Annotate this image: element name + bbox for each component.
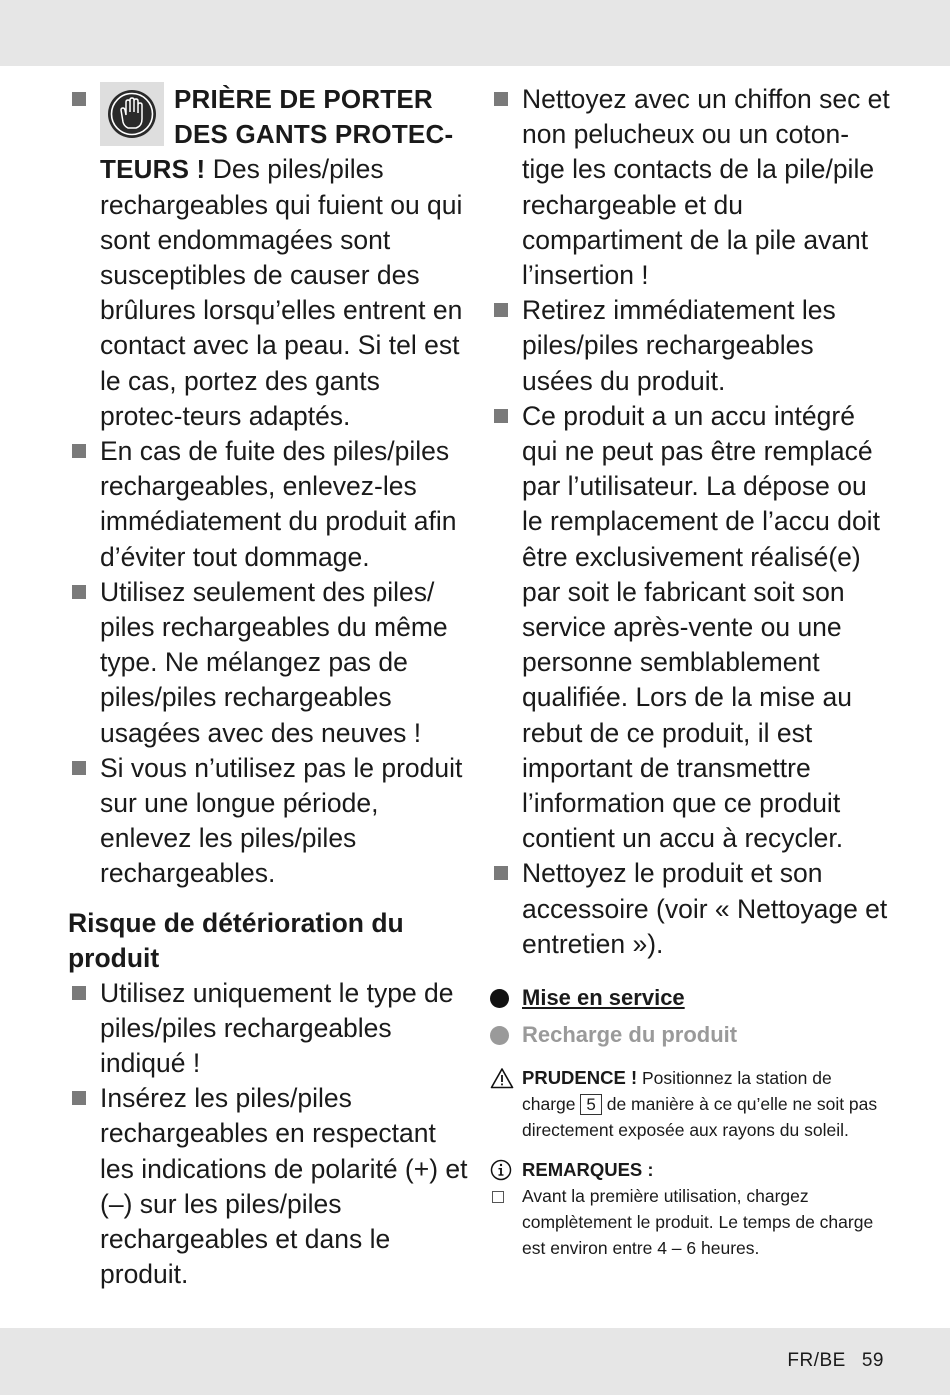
list-item: Si vous n’utilisez pas le produit sur une longue période, enlevez les piles/piles rechargeables. xyxy=(68,751,468,892)
heading-mise-en-service-label: Mise en service xyxy=(522,985,685,1011)
note-item: Avant la première utilisation, chargez complètement le produit. Le temps de charge est environ entre 4 – 6 heures. xyxy=(490,1183,890,1261)
notes-header xyxy=(490,1157,890,1183)
heading-recharge-label: Recharge du produit xyxy=(522,1022,738,1048)
language-code: FR/BE xyxy=(787,1350,846,1371)
list-item: En cas de fuite des piles/piles rechargeables, enlevez-les immédiatement du produit afin d’éviter tout dommage. xyxy=(68,434,468,575)
header-band xyxy=(0,0,950,66)
list-item-gloves xyxy=(68,82,468,434)
gloves-warning-text: Des piles/piles rechargeables qui fuient ou qui sont endommagées sont susceptibles de causer des brûlures lorsqu’elles entrent en contact avec la peau. Si tel est le cas, portez des gants protec-teurs adaptés. xyxy=(100,154,463,431)
caution-label: PRUDENCE ! xyxy=(522,1067,638,1089)
page-number: 59 xyxy=(861,1350,884,1371)
notes-label: REMARQUES : xyxy=(522,1159,654,1181)
heading-mise-en-service xyxy=(490,984,890,1012)
list-item: Ce produit a un accu intégré qui ne peut pas être remplacé par l’utilisateur. La dépose ou le remplacement de l’accu doit être exclusivement réalisé(e) par soit le fabricant soit son service après-vente ou une personne semblablement qualifiée. Lors de la mise au rebut de ce produit, il est important de transmettre l’information que ce produit contient un accu à recycler. xyxy=(490,399,890,857)
reference-number: 5 xyxy=(580,1094,601,1115)
caution-note xyxy=(490,1065,890,1143)
heading-recharge xyxy=(490,1021,890,1049)
page-footer xyxy=(787,1350,884,1372)
caution-text-1: Positionnez la station de charge xyxy=(522,1068,832,1115)
right-column xyxy=(490,82,890,1261)
warning-triangle-icon xyxy=(490,1067,514,1096)
list-item: Insérez les piles/piles rechargeables en respectant les indications de polarité (+) et (–) sur les piles/piles rechargeables et dans le produit. xyxy=(68,1081,468,1292)
list-item: Retirez immédiatement les piles/piles rechargeables usées du produit. xyxy=(490,293,890,399)
section-title-product-damage: Risque de détérioration du produit xyxy=(68,907,404,973)
gloves-warning-title: PRIÈRE DE PORTER DES GANTS PROTEC-TEURS ! xyxy=(100,84,454,185)
caution-text-2: de manière à ce qu’elle ne soit pas directement exposée aux rayons du soleil. xyxy=(522,1094,878,1141)
damage-list xyxy=(68,976,468,1293)
list-item: Utilisez seulement des piles/ piles rechargeables du même type. Ne mélangez pas de piles/piles rechargeables usagées avec des neuves ! xyxy=(68,575,468,751)
list-item: Nettoyez avec un chiffon sec et non pelucheux ou un coton-tige les contacts de la pile/pile rechargeable et du compartiment de la pile avant l’insertion ! xyxy=(490,82,890,293)
cleaning-list xyxy=(490,82,890,962)
list-item: Nettoyez le produit et son accessoire (voir « Nettoyage et entretien »). xyxy=(490,856,890,962)
safety-list xyxy=(68,82,468,892)
list-item: Utilisez uniquement le type de piles/piles rechargeables indiqué ! xyxy=(68,976,468,1082)
left-column xyxy=(68,82,468,1293)
glove-icon xyxy=(100,82,164,146)
